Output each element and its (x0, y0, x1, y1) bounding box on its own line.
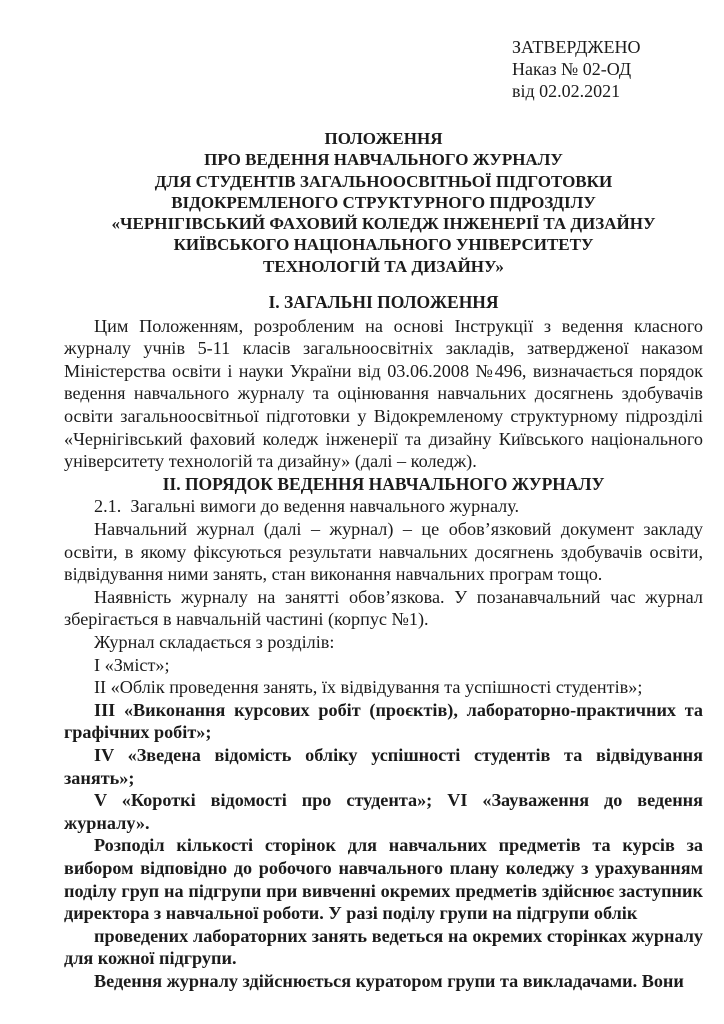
title-line: ПРО ВЕДЕННЯ НАВЧАЛЬНОГО ЖУРНАЛУ (204, 150, 563, 170)
intro-paragraph: Цим Положенням, розробленим на основі Інструкції з ведення класного журналу учнів 5-11 класів загальноосвітніх закладів, затвердженої наказом Міністерства освіти і науки України від 03.06.2008 №496, визначається порядок ведення навчального журналу та оцінювання навчальних досягнень здобувачів освіти загальноосвітньої підготовки у Відокремленому структурному підрозділі «Чернігівський фаховий коледж інженерії та дизайну Київського національного університету технологій та дизайну» (далі – коледж). (64, 315, 703, 472)
paragraph-journal-presence: Наявність журналу на занятті обов’язкова. У позанавчальний час журнал зберігається в навчальній частині (корпус №1). (64, 586, 703, 630)
journal-section-item-5: V «Короткі відомості про студента»; VI «Зауваження до ведення журналу». (64, 790, 703, 833)
approval-line-order-date: від 02.02.2021 (512, 81, 621, 101)
journal-section-item-2: ІІ «Облік проведення занять, їх відвідування та успішності студентів»; (94, 677, 643, 698)
section-journal-order (64, 473, 703, 993)
title-line: ПОЛОЖЕННЯ (324, 129, 443, 148)
title-line: КИЇВСЬКОГО НАЦІОНАЛЬНОГО УНІВЕРСИТЕТУ (173, 235, 594, 255)
journal-section-item-4: IV «Зведена відомість обліку успішності студентів та відвідування занять»; (64, 744, 703, 788)
section-heading-journal-order: ІІ. ПОРЯДОК ВЕДЕННЯ НАВЧАЛЬНОГО ЖУРНАЛУ (162, 473, 605, 494)
title-line: ВІДОКРЕМЛЕНОГО СТРУКТУРНОГО ПІДРОЗДІЛУ (171, 192, 596, 212)
paragraph-journal-keeping: Ведення журналу здійснюється куратором групи та викладачами. Вони (94, 970, 684, 991)
journal-section-item-3: ІІІ «Виконання курсових робіт (проєктів), лабораторно-практичних та графічних робіт»; (64, 699, 703, 743)
section-heading-general: І. ЗАГАЛЬНІ ПОЛОЖЕННЯ (268, 292, 499, 313)
title-line: ТЕХНОЛОГІЙ ТА ДИЗАЙНУ» (263, 256, 504, 276)
paragraph-journal-sections-lead: Журнал складається з розділів: (94, 631, 335, 652)
paragraph-subgroup-pages: проведених лабораторних занять ведеться на окремих сторінках журналу для кожної підгрупи. (64, 925, 703, 969)
clause-2-1: 2.1. Загальні вимоги до ведення навчального журналу. (94, 496, 520, 517)
journal-section-item-1: І «Зміст»; (94, 654, 170, 675)
document-title (64, 128, 703, 277)
title-line: «ЧЕРНІГІВСЬКИЙ ФАХОВИЙ КОЛЕДЖ ІНЖЕНЕРІЇ ТА ДИЗАЙНУ (111, 214, 656, 234)
approval-line-order-number: Наказ № 02-ОД (512, 59, 632, 79)
approval-stamp (512, 36, 703, 102)
paragraph-journal-definition: Навчальний журнал (далі – журнал) – це обов’язковий документ закладу освіти, в якому фіксуються результати навчальних досягнень здобувачів освіти, відвідування ними занять, стан виконання навчальних програм тощо. (64, 519, 703, 585)
paragraph-pages-distribution: Розподіл кількості сторінок для навчальних предметів та курсів за вибором відповідно до робочого навчального плану коледжу з урахуванням поділу груп на підгрупи при вивченні окремих предметів здійснює заступник директора з навчальної роботи. У разі поділу групи на підгрупи облік (64, 835, 703, 924)
title-line: ДЛЯ СТУДЕНТІВ ЗАГАЛЬНООСВІТНЬОЇ ПІДГОТОВКИ (154, 171, 613, 191)
approval-line-approved: ЗАТВЕРДЖЕНО (512, 37, 641, 57)
section-general-provisions (64, 291, 703, 473)
